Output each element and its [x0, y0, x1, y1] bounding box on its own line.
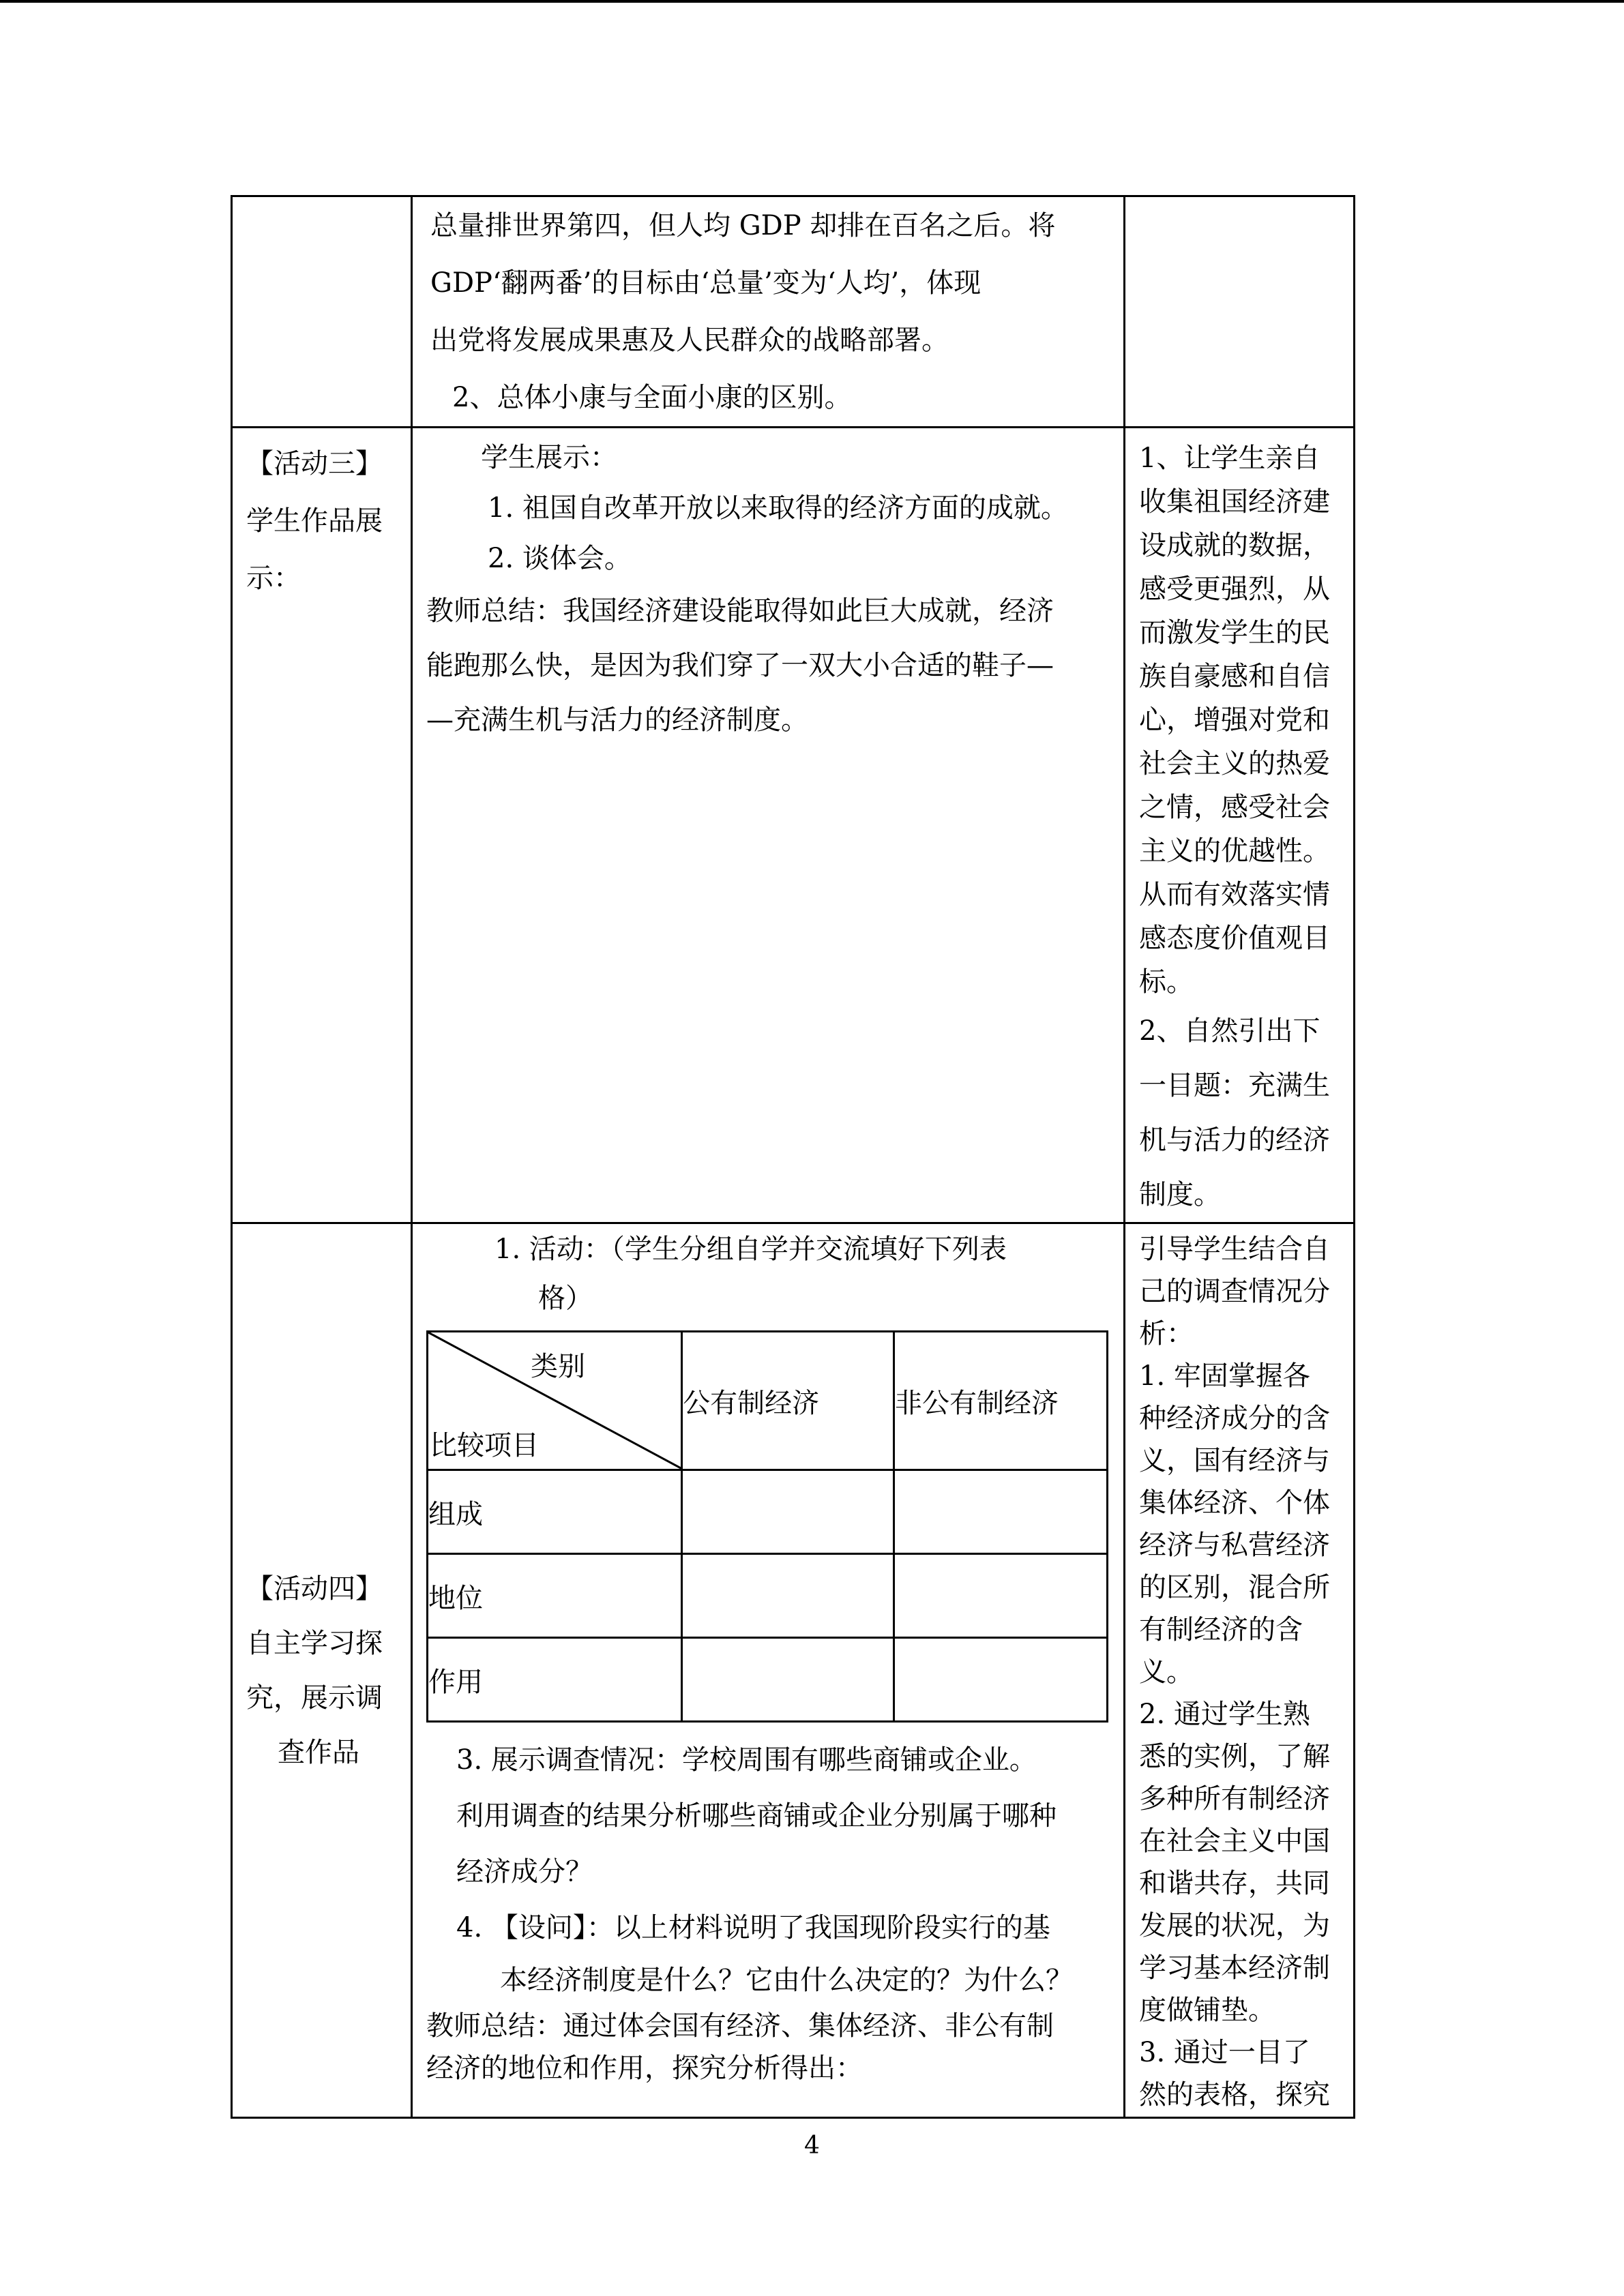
table-row-continued	[232, 196, 1355, 428]
content-line: —充满生机与活力的经济制度。	[426, 704, 808, 736]
purpose-line: 感态度价值观目	[1139, 923, 1330, 954]
activity-title-cell	[232, 196, 412, 428]
purpose-line: 心，增强对党和	[1139, 704, 1330, 736]
purpose-line: 制度。	[1139, 1179, 1221, 1210]
purpose-line: 义，国有经济与	[1139, 1445, 1330, 1476]
purpose-cell	[1125, 196, 1355, 428]
purpose-line: 主义的优越性。	[1139, 835, 1330, 867]
purpose-line: 一目题：充满生	[1139, 1070, 1330, 1101]
comparison-row	[428, 1470, 1108, 1554]
comparison-row	[428, 1554, 1108, 1638]
purpose-cell	[1125, 1223, 1355, 2118]
purpose-line: 发展的状况，为	[1139, 1910, 1330, 1941]
comparison-header-row	[428, 1332, 1108, 1470]
table-row-activity3	[232, 428, 1355, 1223]
purpose-line: 感受更强烈，从	[1139, 573, 1330, 605]
purpose-line: 和谐共存，共同	[1139, 1868, 1330, 1899]
empty-cell	[894, 1554, 1108, 1638]
empty-cell	[894, 1638, 1108, 1722]
purpose-line: 1. 牢固掌握各	[1139, 1360, 1310, 1392]
purpose-line: 义。	[1139, 1656, 1194, 1688]
content-cell	[412, 196, 1125, 428]
content-line: 2、总体小康与全面小康的区别。	[452, 382, 852, 413]
purpose-line: 2、自然引出下	[1139, 1015, 1320, 1047]
content-line: 利用调查的结果分析哪些商铺或企业分别属于哪种	[456, 1800, 1057, 1832]
activity-title-line: 学生作品展	[246, 505, 383, 537]
purpose-cell	[1125, 428, 1355, 1223]
content-line: 经济成分？	[456, 1856, 593, 1888]
purpose-line: 社会主义的热爱	[1139, 748, 1330, 779]
purpose-line: 己的调查情况分	[1139, 1276, 1330, 1307]
purpose-line: 1、让学生亲自	[1139, 443, 1320, 474]
comparison-table	[426, 1330, 1108, 1723]
content-line: 3. 展示调查情况：学校周围有哪些商铺或企业。	[456, 1744, 1037, 1776]
purpose-line: 2. 通过学生熟	[1139, 1699, 1310, 1730]
purpose-line: 学习基本经济制	[1139, 1952, 1330, 1984]
empty-cell	[894, 1470, 1108, 1554]
purpose-line: 标。	[1139, 966, 1194, 998]
comparison-item-label: 比较项目	[430, 1430, 539, 1461]
purpose-line: 设成就的数据，	[1139, 530, 1330, 561]
category-label: 类别	[531, 1351, 585, 1382]
purpose-line: 在社会主义中国	[1139, 1825, 1330, 1857]
purpose-line: 从而有效落实情	[1139, 879, 1330, 910]
activity-title-line: 示：	[246, 563, 301, 594]
activity-title-cell	[232, 1223, 412, 2118]
row-header: 组成	[428, 1470, 682, 1554]
purpose-line: 多种所有制经济	[1139, 1783, 1330, 1815]
purpose-line: 收集祖国经济建	[1139, 486, 1330, 518]
table-row-activity4	[232, 1223, 1355, 2118]
comparison-row	[428, 1638, 1108, 1722]
content-line: 教师总结：我国经济建设能取得如此巨大成就，经济	[426, 595, 1054, 627]
purpose-line: 度做铺垫。	[1139, 1995, 1275, 2026]
page-number: 4	[804, 2132, 820, 2160]
purpose-line: 之情，感受社会	[1139, 792, 1330, 823]
row-header: 作用	[428, 1638, 682, 1722]
content-cell	[412, 428, 1125, 1223]
column-header: 非公有制经济	[894, 1332, 1108, 1470]
activity-title-line: 【活动三】	[246, 448, 383, 479]
purpose-line: 析：	[1139, 1318, 1194, 1350]
purpose-line: 种经济成分的含	[1139, 1403, 1330, 1434]
purpose-line: 族自豪感和自信	[1139, 661, 1330, 692]
lesson-plan-table	[231, 195, 1355, 2119]
purpose-line: 集体经济、个体	[1139, 1487, 1330, 1519]
purpose-line: 然的表格，探究	[1139, 2079, 1330, 2111]
purpose-line: 的区别，混合所	[1139, 1572, 1330, 1603]
content-line: 经济的地位和作用，探究分析得出：	[426, 2053, 863, 2084]
content-line: 1. 祖国自改革开放以来取得的经济方面的成就。	[488, 492, 1068, 524]
content-line: 总量排世界第四，但人均 GDP 却排在百名之后。将	[430, 210, 1056, 241]
diagonal-header-cell	[428, 1332, 682, 1470]
content-line: 教师总结：通过体会国有经济、集体经济、非公有制	[426, 2010, 1054, 2042]
activity-title-cell	[232, 428, 412, 1223]
purpose-line: 机与活力的经济	[1139, 1124, 1330, 1156]
content-line: 出党将发展成果惠及人民群众的战略部署。	[430, 325, 949, 356]
empty-cell	[682, 1470, 894, 1554]
content-line: 学生展示：	[481, 442, 617, 473]
row-header: 地位	[428, 1554, 682, 1638]
column-header: 公有制经济	[682, 1332, 894, 1470]
activity-title-line: 查作品	[278, 1736, 359, 1768]
content-line: 能跑那么快，是因为我们穿了一双大小合适的鞋子—	[426, 650, 1054, 681]
content-line: 2. 谈体会。	[488, 543, 632, 574]
content-cell	[412, 1223, 1125, 2118]
purpose-line: 引导学生结合自	[1139, 1234, 1330, 1265]
purpose-line: 有制经济的含	[1139, 1614, 1303, 1645]
activity-title-line: 【活动四】	[246, 1572, 383, 1605]
empty-cell	[682, 1554, 894, 1638]
purpose-line: 而激发学生的民	[1139, 617, 1330, 648]
purpose-line: 经济与私营经济	[1139, 1530, 1330, 1561]
top-rule	[0, 0, 1624, 3]
content-line: 1. 活动：（学生分组自学并交流填好下列表	[494, 1234, 1007, 1265]
purpose-line: 悉的实例，了解	[1139, 1741, 1330, 1772]
content-line: 4. 【设问】：以上材料说明了我国现阶段实行的基	[456, 1912, 1050, 1943]
content-line: 格）	[538, 1283, 593, 1314]
content-line: 本经济制度是什么？它由什么决定的？为什么？	[500, 1965, 1073, 1996]
activity-title-line: 自主学习探	[246, 1627, 383, 1659]
activity-title-line: 究，展示调	[246, 1682, 383, 1714]
empty-cell	[682, 1638, 894, 1722]
purpose-line: 3. 通过一目了	[1139, 2037, 1310, 2068]
content-line: GDP‘翻两番’的目标由‘总量’变为‘人均’，体现	[430, 267, 981, 299]
